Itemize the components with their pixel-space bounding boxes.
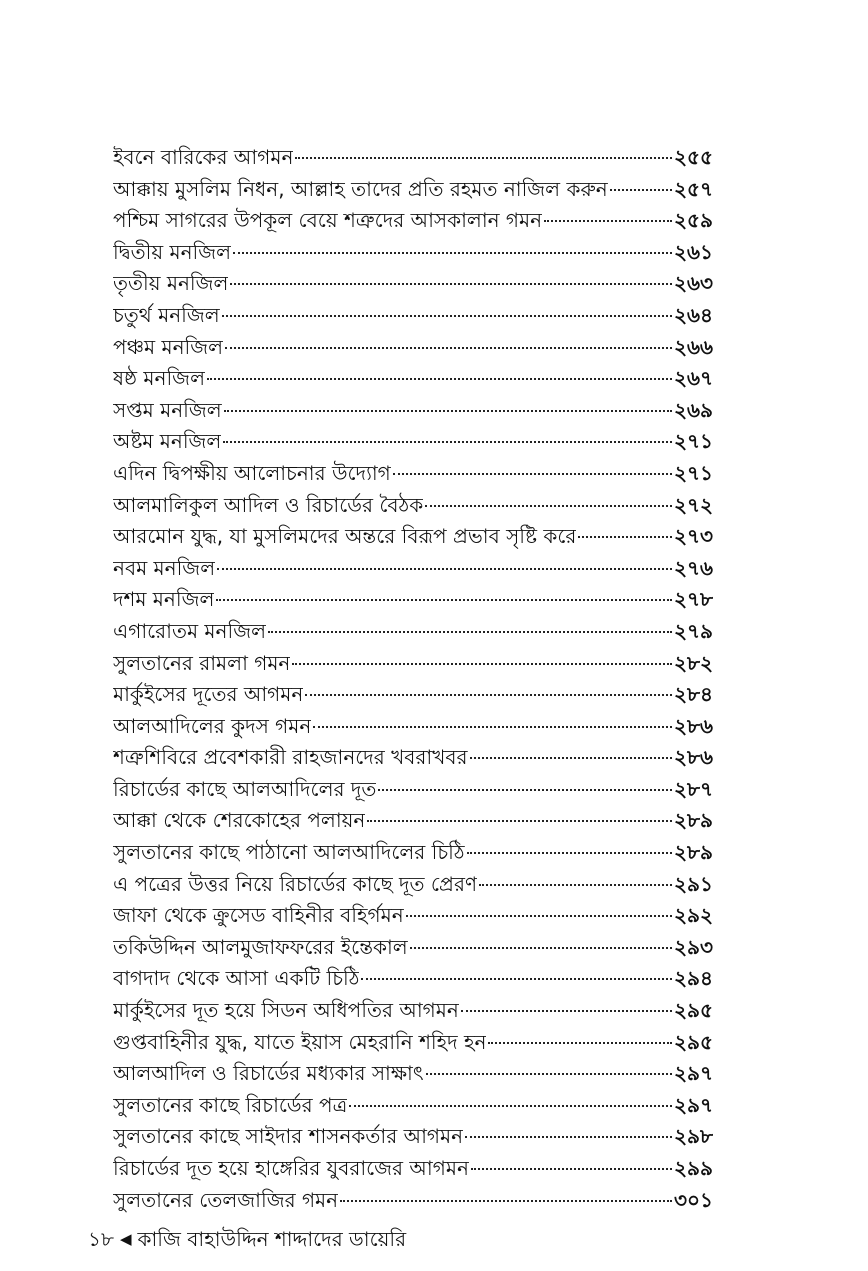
- toc-entry: [113, 616, 713, 648]
- toc-entry-page: ২৭৯: [674, 618, 713, 643]
- toc-entry: [113, 237, 713, 269]
- toc-entry-title: আলআদিল ও রিচার্ডের মধ্যকার সাক্ষাৎ: [113, 1061, 424, 1086]
- dot-leader: [367, 820, 672, 822]
- toc-entry-page: ২৭২: [673, 492, 713, 517]
- toc-entry-page: ২৬৪: [674, 302, 713, 327]
- toc-entry: [113, 1058, 713, 1090]
- toc-entry-title: নবম মনজিল: [113, 555, 216, 580]
- toc-entry-title: ইবনে বারিকের আগমন: [113, 145, 294, 169]
- dot-leader: [578, 536, 672, 538]
- dot-leader: [292, 663, 672, 665]
- dot-leader: [479, 884, 672, 886]
- toc-entry-title: মার্কুইসের দূত হয়ে সিডন অধিপতির আগমন: [113, 998, 459, 1023]
- toc-entry: [113, 742, 713, 774]
- toc-entry-title: সুলতানের তেলজাজির গমন: [113, 1187, 339, 1212]
- page-footer: [88, 1224, 406, 1254]
- toc-entry-title: আক্কায় মুসলিম নিধন, আল্লাহ তাদের প্রতি রহমত নাজিল করুন: [113, 176, 608, 201]
- toc-entry-title: বাগদাদ থেকে আসা একটি চিঠি: [113, 966, 360, 991]
- toc-entry-title: আরমোন যুদ্ধ, যা মুসলিমদের অন্তরে বিরূপ প্রভাব সৃষ্টি করে: [113, 524, 577, 549]
- dot-leader: [305, 694, 672, 696]
- toc-entry-title: আক্কা থেকে শেরকোহের পলায়ন: [113, 808, 366, 833]
- toc-entry-page: ২৯৭: [674, 1061, 713, 1086]
- toc-entry-page: ২৯৫: [674, 1029, 713, 1054]
- toc-entry-page: ২৭৩: [673, 524, 713, 549]
- toc-entry-page: ২৮২: [674, 650, 713, 675]
- toc-entry-title: সপ্তম মনজিল: [113, 397, 222, 422]
- toc-entry: [113, 332, 713, 364]
- toc-entry-page: ২৯৩: [674, 934, 713, 959]
- dot-leader: [393, 473, 672, 475]
- toc-entry: [113, 458, 713, 490]
- dot-leader: [378, 789, 672, 791]
- toc-entry-title: ষষ্ঠ মনজিল: [113, 366, 205, 391]
- toc-entry-title: সুলতানের রামলা গমন: [113, 650, 291, 675]
- dot-leader: [410, 947, 672, 949]
- toc-entry-page: ২৮৬: [674, 713, 713, 738]
- toc-entry: [113, 553, 713, 585]
- toc-entry-title: রিচার্ডের কাছে আলআদিলের দূত: [113, 776, 377, 801]
- toc-entry: [113, 837, 713, 869]
- toc-entry: [113, 869, 713, 901]
- toc-entry: [113, 426, 713, 458]
- toc-entry: [113, 963, 713, 995]
- dot-leader: [268, 631, 672, 633]
- toc-entry: [113, 174, 713, 206]
- toc-entry: [113, 1185, 713, 1217]
- dot-leader: [216, 599, 672, 601]
- toc-entry: [113, 584, 713, 616]
- dot-leader: [406, 915, 672, 917]
- toc-entry-title: পশ্চিম সাগরের উপকূল বেয়ে শত্রুদের আসকালান গমন: [113, 208, 543, 233]
- toc-entry-page: ২৫৫: [674, 145, 713, 169]
- toc-entry: [113, 774, 713, 806]
- dot-leader: [222, 315, 672, 317]
- toc-entry-page: ২৮৭: [674, 776, 713, 801]
- toc-entry: [113, 805, 713, 837]
- toc-entry: [113, 363, 713, 395]
- toc-entry: [113, 521, 713, 553]
- dot-leader: [313, 726, 672, 728]
- dot-leader: [610, 189, 672, 191]
- dot-leader: [470, 757, 673, 759]
- toc-entry-page: ২৬১: [674, 239, 713, 264]
- toc-entry: [113, 142, 713, 174]
- toc-entry-page: ২৮৯: [674, 808, 713, 833]
- toc-entry-page: ৩০১: [674, 1187, 713, 1212]
- arrow-left-icon: ◀: [119, 1230, 132, 1248]
- table-of-contents: [113, 142, 713, 1216]
- toc-entry-page: ২৯৪: [674, 966, 713, 991]
- book-title: কাজি বাহাউদ্দিন শাদ্দাদের ডায়েরি: [137, 1227, 407, 1251]
- dot-leader: [425, 505, 672, 507]
- dot-leader: [230, 283, 672, 285]
- toc-entry-page: ২৯৫: [674, 998, 713, 1023]
- toc-entry-title: এগারোতম মনজিল: [113, 618, 266, 643]
- toc-entry-page: ২৯৭: [674, 1092, 713, 1117]
- toc-entry: [113, 932, 713, 964]
- dot-leader: [225, 347, 672, 349]
- toc-entry: [113, 679, 713, 711]
- page-number: ১৮: [88, 1227, 114, 1251]
- toc-entry-page: ২৮৬: [674, 745, 713, 770]
- toc-entry-page: ২৯২: [674, 903, 713, 928]
- toc-entry: [113, 395, 713, 427]
- toc-entry-page: ২৬৭: [673, 366, 713, 391]
- toc-entry-page: ২৬৯: [674, 397, 713, 422]
- dot-leader: [461, 1010, 672, 1012]
- dot-leader: [217, 568, 672, 570]
- dot-leader: [471, 1168, 672, 1170]
- dot-leader: [349, 1105, 672, 1107]
- toc-entry-title: আলআদিলের কুদস গমন: [113, 713, 312, 738]
- toc-entry: [113, 995, 713, 1027]
- toc-entry-title: মার্কুইসের দূতের আগমন: [113, 682, 304, 707]
- toc-entry: [113, 711, 713, 743]
- dot-leader: [361, 978, 672, 980]
- dot-leader: [224, 410, 672, 412]
- toc-entry-page: ২৭৬: [673, 555, 713, 580]
- toc-entry-title: তকিউদ্দিন আলমুজাফফরের ইন্তেকাল: [113, 934, 408, 959]
- toc-entry-page: ২৬৬: [673, 334, 713, 359]
- toc-entry-page: ২৮৪: [674, 682, 713, 707]
- dot-leader: [340, 1200, 672, 1202]
- toc-entry-title: আলমালিকুল আদিল ও রিচার্ডের বৈঠক: [113, 492, 424, 517]
- toc-entry: [113, 1153, 713, 1185]
- toc-entry-title: শত্রুশিবিরে প্রবেশকারী রাহজানদের খবরাখবর: [113, 745, 468, 770]
- toc-entry-title: অষ্টম মনজিল: [113, 429, 222, 454]
- toc-entry: [113, 300, 713, 332]
- toc-entry-page: ২৫৯: [674, 208, 713, 233]
- toc-entry-title: রিচার্ডের দূত হয়ে হাঙ্গেরির যুবরাজের আগমন: [113, 1156, 469, 1180]
- toc-entry: [113, 900, 713, 932]
- dot-leader: [295, 157, 672, 159]
- toc-entry-page: ২৯৯: [674, 1156, 713, 1180]
- dot-leader: [426, 1073, 672, 1075]
- toc-entry-title: গুপ্তবাহিনীর যুদ্ধ, যাতে ইয়াস মেহরানি শহিদ হন: [113, 1029, 487, 1054]
- toc-entry: [113, 648, 713, 680]
- toc-entry-page: ২৮৯: [674, 840, 713, 865]
- dot-leader: [488, 1042, 672, 1044]
- toc-entry-title: জাফা থেকে ক্রুসেড বাহিনীর বহির্গমন: [113, 903, 404, 928]
- toc-entry: [113, 268, 713, 300]
- toc-entry-page: ২৫৭: [674, 176, 713, 201]
- toc-entry-title: এদিন দ্বিপক্ষীয় আলোচনার উদ্যোগ: [113, 460, 391, 485]
- toc-entry-page: ২৭১: [674, 460, 713, 485]
- toc-entry-title: দশম মনজিল: [113, 587, 215, 612]
- toc-entry-title: পঞ্চম মনজিল: [113, 334, 224, 359]
- toc-entry-page: ২৬৩: [673, 271, 713, 296]
- toc-entry-title: চতুর্থ মনজিল: [113, 302, 220, 327]
- toc-entry-title: দ্বিতীয় মনজিল: [113, 239, 232, 264]
- toc-entry-title: সুলতানের কাছে রিচার্ডের পত্র: [113, 1092, 348, 1117]
- toc-entry-page: ২৭৮: [674, 587, 713, 612]
- toc-entry-title: এ পত্রের উত্তর নিয়ে রিচার্ডের কাছে দূত প্রেরণ: [113, 871, 478, 896]
- dot-leader: [233, 252, 672, 254]
- dot-leader: [465, 1136, 672, 1138]
- toc-entry-title: সুলতানের কাছে পাঠানো আলআদিলের চিঠি: [113, 840, 465, 865]
- dot-leader: [544, 220, 672, 222]
- toc-entry: [113, 1090, 713, 1122]
- toc-entry-page: ২৭১: [674, 429, 713, 454]
- toc-entry: [113, 205, 713, 237]
- toc-entry-page: ২৯৮: [674, 1124, 713, 1149]
- dot-leader: [223, 441, 672, 443]
- toc-entry: [113, 1027, 713, 1059]
- dot-leader: [467, 852, 672, 854]
- toc-entry-title: সুলতানের কাছে সাইদার শাসনকর্তার আগমন: [113, 1124, 464, 1149]
- toc-entry-page: ২৯১: [674, 871, 713, 896]
- toc-entry: [113, 490, 713, 522]
- dot-leader: [207, 378, 672, 380]
- toc-entry: [113, 1121, 713, 1153]
- toc-entry-title: তৃতীয় মনজিল: [113, 271, 229, 296]
